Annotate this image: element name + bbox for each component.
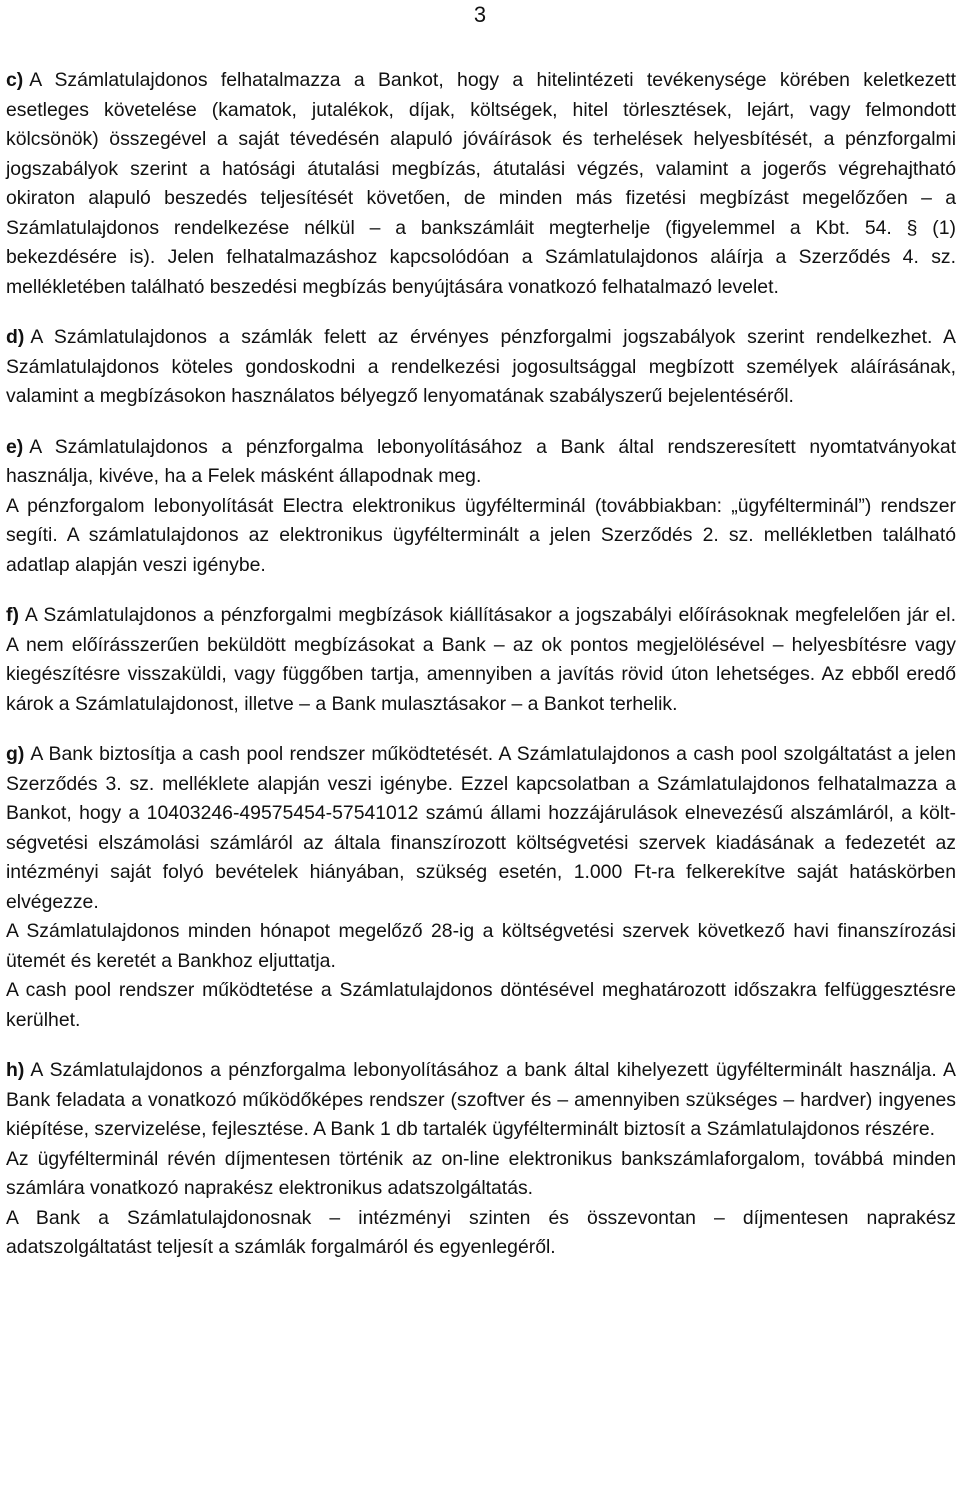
section-paragraph bbox=[6, 1204, 956, 1263]
document-body bbox=[6, 66, 956, 1284]
paragraph-text: A Bank biztosítja a cash pool rendszer működtetését. A Számlatulajdonos a cash pool szolgáltatást a jelen Szerződés 3. sz. melléklete alapján veszi igénybe. Ezzel kapcsolatban a Számlatulajdonos felhatalmazza a Bankot, hogy a 10403246-49575454-57541012 számú állami hozzájárulások elnevezésű alszámláról, a költségvetési elszámolási számláról az általa finanszírozott költségvetési szervek kiadásának a fedezetét az intézményi saját folyó bevételek hiányában, szükség esetén, 1.000 Ft-ra felkerekítve saját hatáskörben elvégezze. bbox=[6, 743, 956, 913]
section-paragraph bbox=[6, 601, 956, 719]
paragraph-text: A cash pool rendszer működtetése a Számlatulajdonos döntésével meghatározott időszakra felfüggesztésre kerülhet. bbox=[6, 979, 956, 1031]
section-paragraph bbox=[6, 1056, 956, 1145]
paragraph-text: A Számlatulajdonos minden hónapot megelőző 28-ig a költségvetési szervek következő havi finanszírozási ütemét és keretét a Bankhoz eljuttatja. bbox=[6, 920, 956, 972]
paragraph-text: A Számlatulajdonos a számlák felett az érvényes pénzforgalmi jogszabályok szerint rendelkezhet. A Számlatulajdonos köteles gondoskodni a rendelkezési jogosultsággal megbízott személyek aláírásának, valamint a megbízásokon használatos bélyegző lenyomatának szabályszerű bejelentéséről. bbox=[6, 326, 956, 407]
paragraph-text: A Számlatulajdonos felhatalmazza a Bankot, hogy a hitelintézeti tevékenysége körében keletkezett esetleges követelése (kamatok, jutalékok, díjak, költségek, hitel törlesztések, lejárt, vagy felmondott kölcsönök) összegével a saját tévedésén alapuló jóváírások és terhelések helyesbítését, a pénzforgalmi jogszabályok szerint a hatósági átutalási megbízás, átutalási végzés, valamint a jogerős végrehajtható okiraton alapuló beszedés teljesítését követően, de minden más fizetési megbízást megelőzően – a Számlatulajdonos rendelkezése nélkül – a bankszámláit megterhelje (figyelemmel a Kbt. 54. § (1) bekezdésére is). Jelen felhatalmazáshoz kapcsolódóan a Számlatulajdonos aláírja a Szerződés 4. sz. mellékletében található beszedési megbízás benyújtására vonatkozó felhatalmazó levelet. bbox=[6, 69, 956, 298]
section-letter: e) bbox=[6, 435, 24, 458]
section-paragraph bbox=[6, 740, 956, 917]
paragraph-text: A Számlatulajdonos a pénzforgalmi megbízások kiállításakor a jogszabályi előírásoknak megfelelően jár el. A nem előírásszerűen beküldött megbízásokat a Bank – az ok pontos megjelölésével – helyesbítésre vagy kiegészítésre visszaküldi, vagy függőben tartja, amennyiben a javítás rövid úton lehetséges. Az ebből eredő károk a Számlatulajdonost, illetve – a Bank mulasztásakor – a Bankot terhelik. bbox=[6, 604, 956, 715]
section-e bbox=[6, 433, 956, 581]
section-c bbox=[6, 66, 956, 302]
section-f bbox=[6, 601, 956, 719]
section-letter: f) bbox=[6, 604, 19, 626]
paragraph-text: A Bank a Számlatulajdonosnak – intézményi szinten és összevontan – díjmentesen naprakész adatszolgáltatást teljesít a számlák forgalmáról és egyenlegéről. bbox=[6, 1206, 956, 1258]
section-d bbox=[6, 323, 956, 412]
section-letter: c) bbox=[6, 69, 24, 91]
section-letter: g) bbox=[6, 743, 25, 765]
page-number: 3 bbox=[473, 2, 487, 27]
paragraph-text: A Számlatulajdonos a pénzforgalma lebonyolításához a bank által kihelyezett ügyfélterminált használja. A Bank feladata a vonatkozó működőképes rendszer (szoftver és – amennyiben szükséges – hardver) ingyenes kiépítése, szervizelése, fejlesztése. A Bank 1 db tartalék ügyfélterminált biztosít a Számlatulajdonos részére. bbox=[6, 1059, 956, 1140]
paragraph-text: Az ügyfélterminál révén díjmentesen történik az on-line elektronikus bankszámlaforgalom, továbbá minden számlára vonatkozó naprakész elektronikus adatszolgáltatás. bbox=[6, 1147, 956, 1199]
section-paragraph bbox=[6, 492, 956, 581]
section-h bbox=[6, 1056, 956, 1263]
section-paragraph bbox=[6, 323, 956, 412]
section-paragraph bbox=[6, 1145, 956, 1204]
section-paragraph bbox=[6, 433, 956, 492]
section-paragraph bbox=[6, 976, 956, 1035]
section-paragraph bbox=[6, 66, 956, 302]
paragraph-text: A Számlatulajdonos a pénzforgalma lebonyolításához a Bank által rendszeresített nyomtatványokat használja, kivéve, ha a Felek másként állapodnak meg. bbox=[6, 435, 956, 487]
paragraph-text: A pénzforgalom lebonyolítását Electra elektronikus ügyfélterminál (továbbiakban: „ügyfélterminál”) rendszer segíti. A számlatulajdonos az elektronikus ügyfélterminált a jelen Szerződés 2. sz. mellékletben található adatlap alapján veszi igénybe. bbox=[6, 494, 956, 576]
section-letter: d) bbox=[6, 326, 25, 348]
section-letter: h) bbox=[6, 1059, 25, 1081]
section-paragraph bbox=[6, 917, 956, 976]
section-g bbox=[6, 740, 956, 1035]
